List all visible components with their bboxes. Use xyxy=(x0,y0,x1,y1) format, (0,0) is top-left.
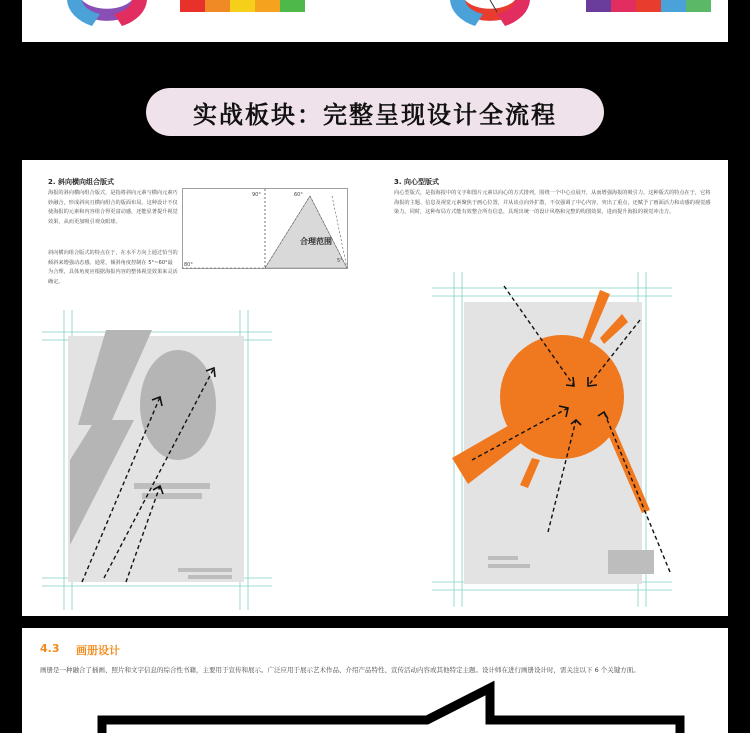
color-wheel-right-icon xyxy=(442,0,572,42)
section-number: 4.3 xyxy=(40,642,60,655)
color-swatch xyxy=(611,0,636,12)
diagram-label-reasonable-range: 合理范围 xyxy=(300,237,332,246)
color-swatch xyxy=(180,0,205,12)
arrow-outline-graphic xyxy=(22,628,728,733)
top-strip xyxy=(22,0,728,42)
swatch-row-left xyxy=(180,0,305,12)
angle-label-5: 5° xyxy=(337,258,343,264)
swatch-row-right xyxy=(586,0,711,12)
left-paragraph-2: 斜向横向组合版式的特点在于，在水平方向上通过恰当的倾斜来增强动态感。通常，倾斜角度控制在 5°~60°最为合理，具体角度应根据海报内容的整体视觉效果来灵活确定。 xyxy=(48,250,178,285)
color-swatch xyxy=(255,0,280,12)
layout-examples-page xyxy=(22,160,728,616)
angle-label-60: 60° xyxy=(294,192,303,198)
diagonal-layout-poster xyxy=(42,310,272,610)
centripetal-layout-poster xyxy=(432,272,672,612)
color-swatch xyxy=(686,0,711,12)
color-wheel-left-icon xyxy=(62,0,192,42)
color-swatch xyxy=(205,0,230,12)
left-heading: 2. 斜向横向组合版式 xyxy=(48,178,114,186)
color-swatch xyxy=(636,0,661,12)
right-heading: 3. 向心型版式 xyxy=(394,178,439,186)
angle-range-diagram xyxy=(182,188,352,272)
brochure-section xyxy=(22,628,728,733)
section-paragraph: 画册是一种融合了插画、照片和文字信息的综合性书籍，主要用于宣传和展示。广泛应用于展示艺术作品、介绍产品特性、宣传活动内容或其他特定主题。设计师在进行画册设计时，需关注以下 6 个关键方面。 xyxy=(40,666,640,674)
color-swatch xyxy=(280,0,305,12)
right-paragraph: 向心型版式，是指海报中的文字和图片元素以向心的方式排列，围绕一个中心点展开，从而增强海报的吸引力。这种版式的特点在于，它将海报的主题、信息及视觉元素聚焦于画心位置，并从该点向外扩散，不仅强调了中心内容，突出了重点，还赋予了画面活力和动感的视觉感染力。同时，这种布局方式能有效整合所有信息，具现出统一的设计风格和完整的构图效果，进而提升海报的视觉冲击力。 xyxy=(394,190,711,216)
banner-title: 实战板块：完整呈现设计全流程 xyxy=(193,100,557,129)
color-swatch xyxy=(230,0,255,12)
color-swatch xyxy=(586,0,611,12)
angle-label-90: 90° xyxy=(252,192,261,198)
angle-label-80: 80° xyxy=(184,262,193,268)
color-swatch xyxy=(661,0,686,12)
section-title: 画册设计 xyxy=(76,644,120,657)
left-paragraph-1: 海报的斜向横向组合版式，是指将斜向元素与横向元素巧妙融合，形成斜向且横向组合的版面布局。这种设计不仅使海报的元素和内容组合得更富动感，还能显著提升视觉效果，从而更加吸引观众眼球。 xyxy=(48,190,178,225)
banner-pill xyxy=(146,88,604,136)
